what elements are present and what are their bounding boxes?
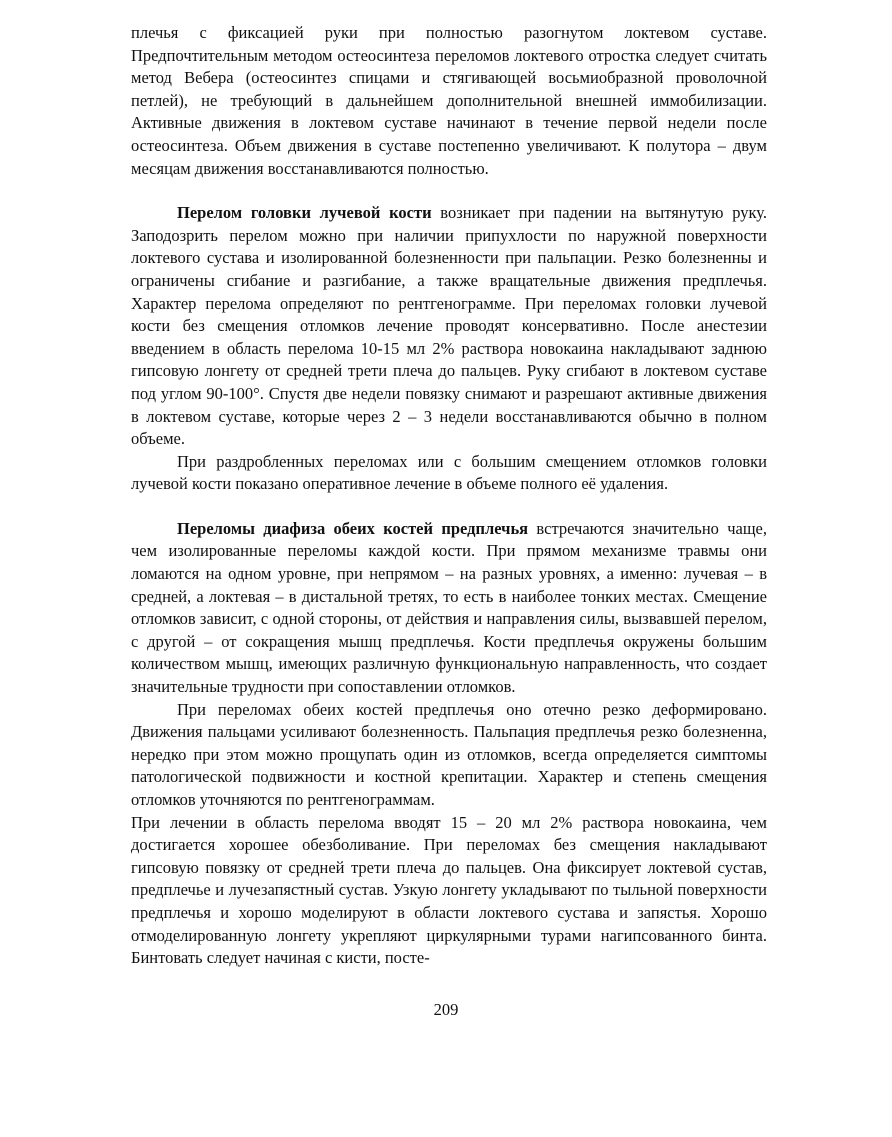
paragraph-1 — [131, 22, 767, 180]
paragraph-2-text: возникает при падении на вытянутую руку. Заподозрить перелом можно при наличии припухлости по наружной поверхности локтевого сустава и изолированной болезненности при пальпации. Резко болезненны и ограничены сгибание и разгибание, а также вращательные движения предплечья. Характер перелома определяют по рентгенограмме. При переломах головки лучевой кости без смещения отломков лечение проводят консервативно. После анестезии введением в область перелома 10-15 мл 2% раствора новокаина накладывают заднюю гипсовую лонгету от средней трети плеча до пальцев. Руку сгибают в локтевом суставе под углом 90-100°. Спустя две недели повязку снимают и разрешают активные движения в локтевом суставе, которые через 2 – 3 недели восстанавливаются обычно в полном объеме. — [131, 203, 767, 449]
paragraph-4-heading: Переломы диафиза обеих костей предплечья — [177, 518, 529, 538]
paragraph-4-text: встречаются значительно чаще, чем изолированные переломы каждой кости. При прямом механизме травмы они ломаются на одном уровне, при непрямом – на разных уровнях, а именно: лучевая – в средней, а локтевая – в дистальной третях, то есть в наиболее тонких местах. Смещение отломков зависит, с одной стороны, от действия и направления силы, вызвавшей перелом, с другой – от сокращения мышц предплечья. Кости предплечья окружены большим количеством мышц, имеющих различную функциональную направленность, что создает значительные трудности при сопоставлении отломков. — [131, 518, 768, 697]
paragraph-5 — [131, 699, 767, 812]
paragraph-5-text: При переломах обеих костей предплечья оно отечно резко деформировано. Движения пальцами усиливают болезненность. Пальпация предплечья резко болезненна, нередко при этом можно прощупать один из отломков, всегда определяется симптомы патологической подвижности и костной крепитации. Характер и степень смещения отломков уточняются по рентгенограммам. — [131, 699, 767, 809]
paragraph-2 — [131, 202, 767, 451]
paragraph-6-text: При лечении в область перелома вводят 15 – 20 мл 2% раствора новокаина, чем достигается хорошее обезболивание. При переломах без смещения накладывают гипсовую повязку от средней трети плеча до пальцев. Она фиксирует локтевой сустав, предплечье и лучезапястный сустав. Узкую лонгету укладывают по тыльной поверхности предплечья и хорошо моделируют в области локтевого сустава и запястья. Хорошо отмоделированную лонгету укрепляют циркулярными турами нагипсованного бинта. Бинтовать следует начиная с кисти, посте- — [131, 812, 767, 968]
paragraph-6 — [131, 812, 767, 970]
paragraph-3 — [131, 451, 767, 496]
paragraph-3-text: При раздробленных переломах или с большим смещением отломков головки лучевой кости показано оперативное лечение в объеме полного её удаления. — [131, 451, 767, 494]
paragraph-4 — [131, 518, 767, 699]
page-number: 209 — [433, 1000, 459, 1019]
page-body — [131, 22, 767, 970]
paragraph-1-text: плечья с фиксацией руки при полностью разогнутом локтевом суставе. Предпочтительным методом остеосинтеза переломов локтевого отростка следует считать метод Вебера (остеосинтез спицами и стягивающей восьмиобразной проволочной петлей), не требующий в дальнейшем дополнительной внешней иммобилизации. Активные движения в локтевом суставе начинают в течение первой недели после остеосинтеза. Объем движения в суставе постепенно увеличивают. К полутора – двум месяцам движения восстанавливаются полностью. — [131, 23, 767, 178]
paragraph-2-heading: Перелом головки лучевой кости — [177, 203, 432, 223]
